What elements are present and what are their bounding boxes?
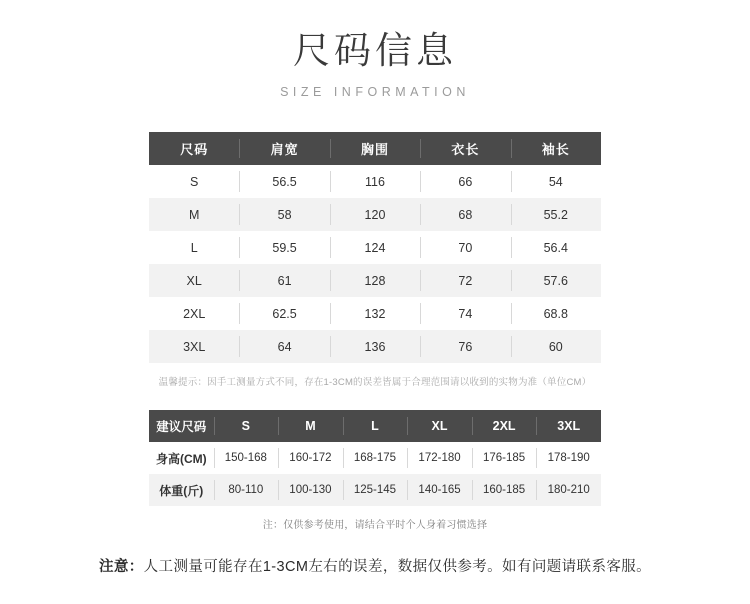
rec-col-header-4: XL (407, 410, 472, 442)
rec-cell-1-3: 125-145 (343, 474, 408, 506)
page-subtitle: SIZE INFORMATION (280, 85, 470, 100)
size-cell-3-1: 61 (239, 264, 329, 297)
rec-col-header-0: 建议尺码 (149, 410, 214, 442)
table-row (149, 264, 601, 297)
rec-cell-1-4: 140-165 (407, 474, 472, 506)
rec-col-header-5: 2XL (472, 410, 537, 442)
table-row (149, 297, 601, 330)
size-cell-3-0: XL (149, 264, 239, 297)
rec-table-header-row (149, 410, 601, 442)
rec-cell-1-1: 80-110 (214, 474, 279, 506)
size-cell-3-4: 57.6 (511, 264, 601, 297)
size-cell-1-4: 55.2 (511, 198, 601, 231)
measurement-note: 温馨提示：因手工测量方式不同，存在1-3CM的误差皆属于合理范围请以收到的实物为准（单位CM） (158, 377, 592, 389)
footer-warning-text: 人工测量可能存在1-3CM左右的误差，数据仅供参考。如有问题请联系客服。 (143, 559, 652, 576)
table-row (149, 231, 601, 264)
rec-cell-1-2: 100-130 (278, 474, 343, 506)
rec-cell-0-3: 168-175 (343, 442, 408, 474)
rec-cell-0-5: 176-185 (472, 442, 537, 474)
rec-col-header-6: 3XL (536, 410, 601, 442)
table-row (149, 474, 601, 506)
size-table-head (149, 132, 601, 165)
rec-table-head (149, 410, 601, 442)
size-table-header-row (149, 132, 601, 165)
size-cell-4-3: 74 (420, 297, 510, 330)
footer-warning (0, 555, 750, 576)
size-cell-4-4: 68.8 (511, 297, 601, 330)
rec-col-header-3: L (343, 410, 408, 442)
size-cell-1-3: 68 (420, 198, 510, 231)
size-cell-5-4: 60 (511, 330, 601, 363)
size-col-header-2: 胸围 (330, 132, 420, 165)
size-col-header-1: 肩宽 (239, 132, 329, 165)
size-cell-1-0: M (149, 198, 239, 231)
rec-cell-0-6: 178-190 (536, 442, 601, 474)
page-title: 尺码信息 (293, 30, 457, 71)
rec-cell-1-5: 160-185 (472, 474, 537, 506)
table-row (149, 330, 601, 363)
size-col-header-3: 衣长 (420, 132, 510, 165)
size-cell-4-0: 2XL (149, 297, 239, 330)
table-row (149, 165, 601, 198)
size-cell-0-0: S (149, 165, 239, 198)
size-cell-5-2: 136 (330, 330, 420, 363)
size-cell-5-1: 64 (239, 330, 329, 363)
size-cell-0-4: 54 (511, 165, 601, 198)
footer-warning-label: 注意： (98, 559, 144, 576)
size-cell-4-2: 132 (330, 297, 420, 330)
size-cell-5-3: 76 (420, 330, 510, 363)
size-cell-3-3: 72 (420, 264, 510, 297)
rec-col-header-2: M (278, 410, 343, 442)
size-table-body (149, 165, 601, 363)
rec-cell-0-1: 150-168 (214, 442, 279, 474)
rec-table-body (149, 442, 601, 506)
rec-col-header-1: S (214, 410, 279, 442)
rec-cell-1-6: 180-210 (536, 474, 601, 506)
size-cell-2-0: L (149, 231, 239, 264)
size-cell-1-2: 120 (330, 198, 420, 231)
size-cell-4-1: 62.5 (239, 297, 329, 330)
table-row (149, 198, 601, 231)
size-cell-5-0: 3XL (149, 330, 239, 363)
page-header (0, 0, 750, 99)
rec-cell-1-0: 体重(斤) (149, 474, 214, 506)
size-col-header-0: 尺码 (149, 132, 239, 165)
size-cell-2-2: 124 (330, 231, 420, 264)
recommended-size-table (149, 410, 601, 506)
size-cell-0-3: 66 (420, 165, 510, 198)
size-cell-0-1: 56.5 (239, 165, 329, 198)
size-cell-0-2: 116 (330, 165, 420, 198)
size-col-header-4: 袖长 (511, 132, 601, 165)
rec-cell-0-2: 160-172 (278, 442, 343, 474)
rec-cell-0-4: 172-180 (407, 442, 472, 474)
table-row (149, 442, 601, 474)
size-cell-1-1: 58 (239, 198, 329, 231)
size-cell-2-1: 59.5 (239, 231, 329, 264)
reference-note: 注：仅供参考使用，请结合平时个人身着习惯选择 (262, 520, 488, 532)
size-cell-3-2: 128 (330, 264, 420, 297)
rec-cell-0-0: 身高(CM) (149, 442, 214, 474)
size-cell-2-3: 70 (420, 231, 510, 264)
size-cell-2-4: 56.4 (511, 231, 601, 264)
size-table (149, 132, 601, 363)
